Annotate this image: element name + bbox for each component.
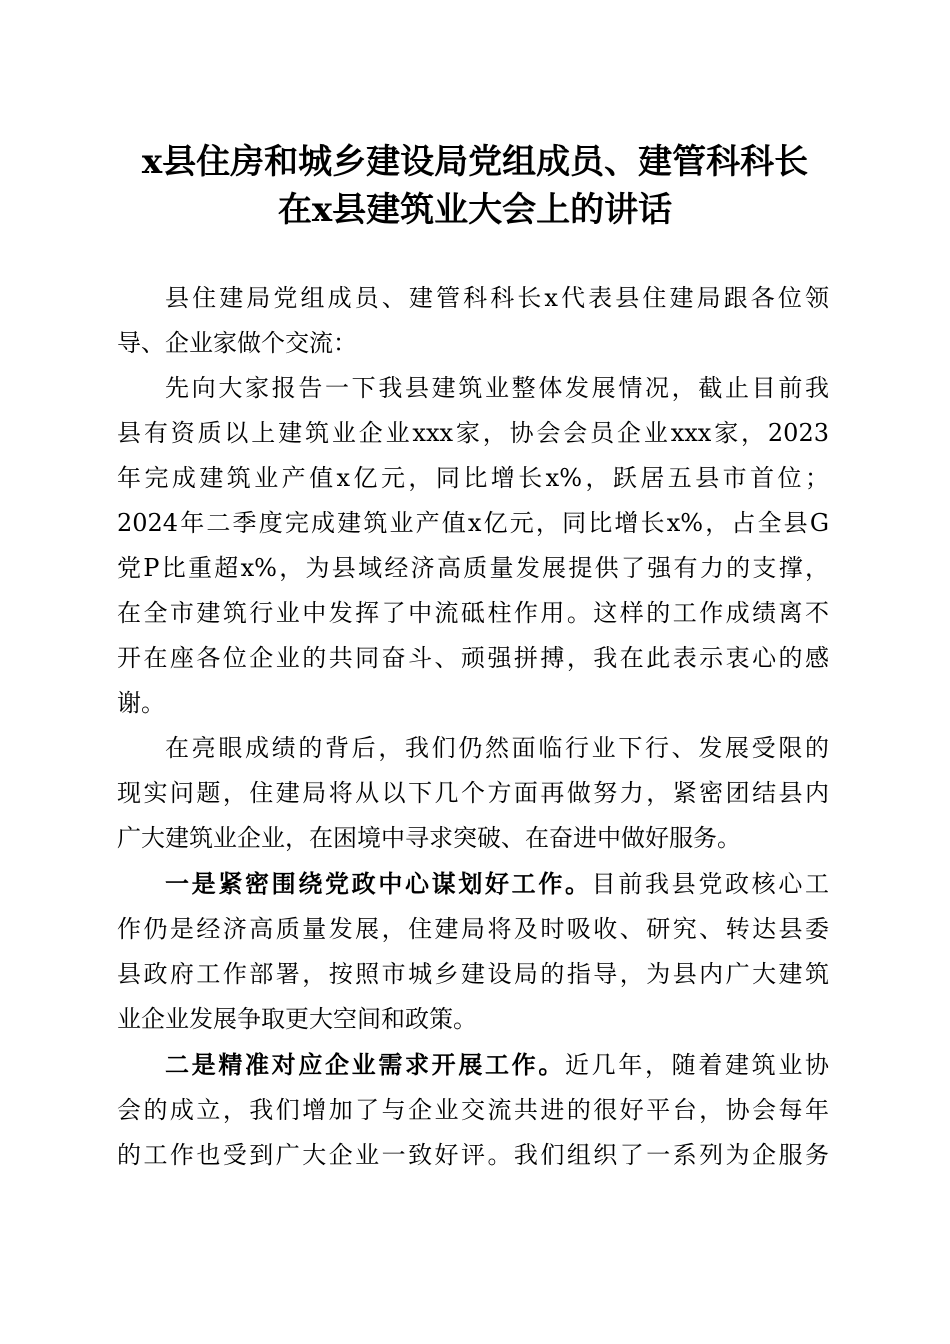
point-text: 近几年，随着建筑业协	[565, 1051, 829, 1079]
text-line: 县住建局党组成员、建管科科长x代表县住建局跟各位领	[165, 284, 829, 312]
paragraph-intro	[117, 276, 829, 366]
point-heading: 一是紧密围绕党政中心谋划好工作。	[165, 869, 592, 898]
text-line	[117, 1042, 829, 1088]
point-heading: 二是精准对应企业需求开展工作。	[165, 1050, 565, 1079]
text-line: 县有资质以上建筑业企业xxx家，协会会员企业xxx家，2023	[117, 419, 829, 447]
document-body	[117, 276, 829, 1178]
text-line: 年完成建筑业产值x亿元，同比增长x%，跃居五县市首位；	[117, 464, 829, 492]
text-line: 党P比重超x%，为县域经济高质量发展提供了强有力的支撑，	[117, 554, 829, 582]
text-line: 在亮眼成绩的背后，我们仍然面临行业下行、发展受限的	[165, 734, 829, 762]
text-line: 广大建筑业企业，在困境中寻求突破、在奋进中做好服务。	[117, 824, 741, 852]
title-line-2: 在x县建筑业大会上的讲话	[277, 190, 673, 230]
text-line: 导、企业家做个交流：	[117, 329, 357, 357]
title-line-1: x县住房和城乡建设局党组成员、建管科科长	[141, 142, 809, 182]
text-line: 2024年二季度完成建筑业产值x亿元，同比增长x%，占全县G	[117, 509, 829, 537]
text-line	[117, 861, 829, 907]
text-line: 现实问题，住建局将从以下几个方面再做努力，紧密团结县内	[117, 779, 829, 807]
text-line: 业企业发展争取更大空间和政策。	[117, 1005, 477, 1033]
document-title	[100, 138, 850, 234]
paragraph-report	[117, 366, 829, 726]
text-line: 在全市建筑行业中发挥了中流砥柱作用。这样的工作成绩离不	[117, 599, 829, 627]
text-line: 谢。	[117, 689, 165, 717]
text-line: 会的成立，我们增加了与企业交流共进的很好平台，协会每年	[117, 1096, 829, 1124]
paragraph-point-two	[117, 1042, 829, 1178]
text-line: 开在座各位企业的共同奋斗、顽强拼搏，我在此表示衷心的感	[117, 644, 829, 672]
text-line: 作仍是经济高质量发展，住建局将及时吸收、研究、转达县委	[117, 915, 829, 943]
paragraph-challenges	[117, 726, 829, 861]
point-text: 目前我县党政核心工	[591, 870, 830, 898]
text-line: 县政府工作部署，按照市城乡建设局的指导，为县内广大建筑	[117, 960, 829, 988]
text-line: 先向大家报告一下我县建筑业整体发展情况，截止目前我	[165, 374, 829, 402]
text-line: 的工作也受到广大企业一致好评。我们组织了一系列为企服务	[117, 1141, 829, 1169]
paragraph-point-one	[117, 861, 829, 1042]
